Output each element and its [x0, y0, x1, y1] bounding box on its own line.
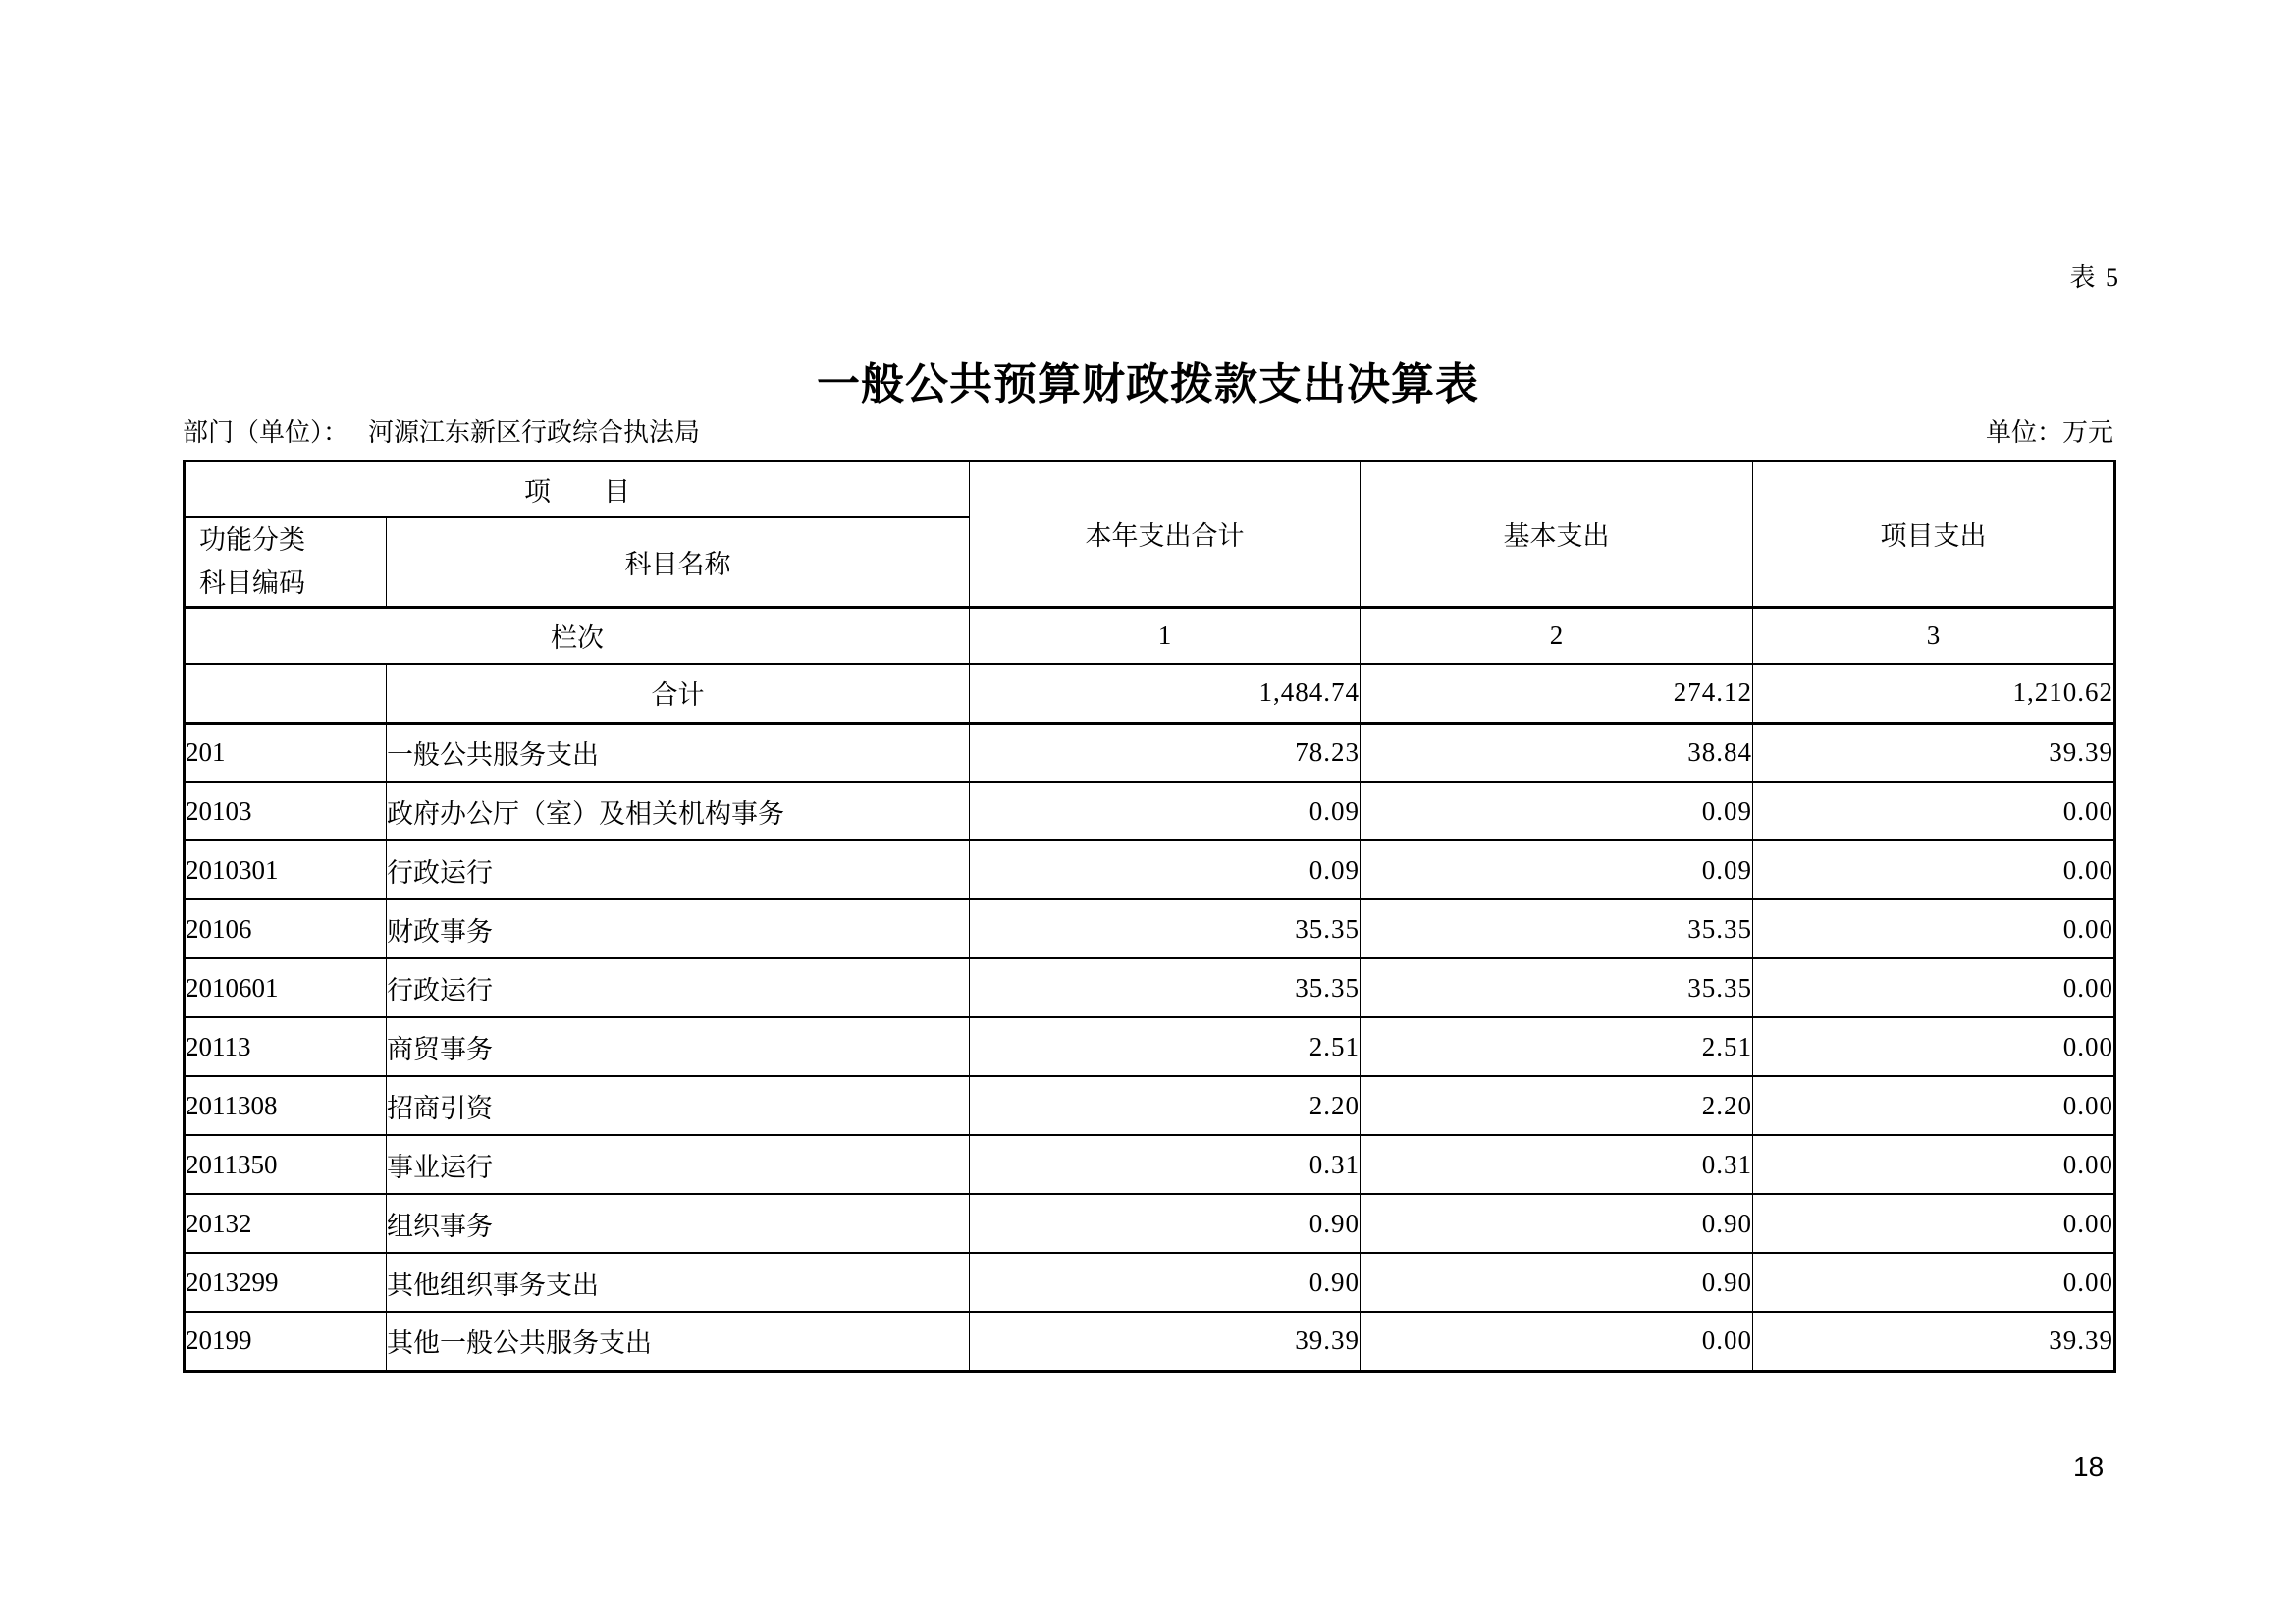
total-cell: 0.90 [970, 1253, 1361, 1312]
table-row [185, 899, 2115, 958]
total-cell: 78.23 [970, 723, 1361, 782]
header-row-lanci [185, 607, 2115, 664]
project-cell: 0.00 [1753, 1194, 2115, 1253]
code-cell: 20106 [185, 899, 387, 958]
header-project-group: 项 目 [185, 461, 970, 517]
column-number-3: 3 [1753, 607, 2115, 664]
header-code-line2: 科目编码 [199, 568, 305, 599]
code-cell: 2010601 [185, 958, 387, 1017]
code-cell: 20132 [185, 1194, 387, 1253]
basic-cell: 0.31 [1361, 1135, 1753, 1194]
page-title: 一般公共预算财政拨款支出决算表 [817, 360, 1479, 409]
total-cell: 35.35 [970, 899, 1361, 958]
project-cell: 0.00 [1753, 899, 2115, 958]
header-code-line1: 功能分类 [199, 524, 305, 555]
total-cell: 0.90 [970, 1194, 1361, 1253]
table-row-total [185, 664, 2115, 723]
project-cell: 0.00 [1753, 1076, 2115, 1135]
table-row [185, 1135, 2115, 1194]
header-code-label-lines [186, 518, 386, 606]
basic-cell: 35.35 [1361, 899, 1753, 958]
code-cell: 2011350 [185, 1135, 387, 1194]
total-cell: 39.39 [970, 1312, 1361, 1371]
basic-cell: 35.35 [1361, 958, 1753, 1017]
department-value: 河源江东新区行政综合执法局 [368, 418, 701, 447]
total-cell: 0.09 [970, 840, 1361, 899]
table-row [185, 1076, 2115, 1135]
name-cell: 财政事务 [387, 899, 970, 958]
total-cell: 2.20 [970, 1076, 1361, 1135]
header-code-label [185, 517, 387, 608]
project-cell: 0.00 [1753, 782, 2115, 840]
budget-expenditure-table [183, 460, 2116, 1373]
name-cell: 组织事务 [387, 1194, 970, 1253]
name-cell: 其他组织事务支出 [387, 1253, 970, 1312]
code-cell: 201 [185, 723, 387, 782]
project-cell: 39.39 [1753, 1312, 2115, 1371]
total-cell: 35.35 [970, 958, 1361, 1017]
header-col-project: 项目支出 [1753, 461, 2115, 608]
total-project-cell: 1,210.62 [1753, 664, 2115, 723]
project-cell: 39.39 [1753, 723, 2115, 782]
code-cell: 2010301 [185, 840, 387, 899]
total-cell: 2.51 [970, 1017, 1361, 1076]
header-col-total: 本年支出合计 [970, 461, 1361, 608]
basic-cell: 2.51 [1361, 1017, 1753, 1076]
project-cell: 0.00 [1753, 1135, 2115, 1194]
code-cell: 2013299 [185, 1253, 387, 1312]
basic-cell: 38.84 [1361, 723, 1753, 782]
basic-cell: 2.20 [1361, 1076, 1753, 1135]
total-code-cell [185, 664, 387, 723]
table-row [185, 723, 2115, 782]
name-cell: 政府办公厅（室）及相关机构事务 [387, 782, 970, 840]
table-row [185, 1194, 2115, 1253]
basic-cell: 0.90 [1361, 1253, 1753, 1312]
header-lanci: 栏次 [185, 607, 970, 664]
code-cell: 20103 [185, 782, 387, 840]
department-line [183, 412, 700, 449]
basic-cell: 0.09 [1361, 782, 1753, 840]
basic-cell: 0.90 [1361, 1194, 1753, 1253]
project-cell: 0.00 [1753, 1253, 2115, 1312]
table-row [185, 958, 2115, 1017]
code-cell: 2011308 [185, 1076, 387, 1135]
table-row [185, 1017, 2115, 1076]
unit-label: 单位：万元 [1985, 418, 2113, 447]
total-basic-cell: 274.12 [1361, 664, 1753, 723]
name-cell: 其他一般公共服务支出 [387, 1312, 970, 1371]
name-cell: 商贸事务 [387, 1017, 970, 1076]
project-cell: 0.00 [1753, 958, 2115, 1017]
code-cell: 20199 [185, 1312, 387, 1371]
total-cell: 0.31 [970, 1135, 1361, 1194]
basic-cell: 0.00 [1361, 1312, 1753, 1371]
project-cell: 0.00 [1753, 840, 2115, 899]
name-cell: 事业运行 [387, 1135, 970, 1194]
total-name-cell: 合计 [387, 664, 970, 723]
column-number-1: 1 [970, 607, 1361, 664]
basic-cell: 0.09 [1361, 840, 1753, 899]
department-label: 部门（单位）： [183, 418, 349, 447]
name-cell: 一般公共服务支出 [387, 723, 970, 782]
page-number: 18 [2073, 1451, 2105, 1482]
meta-row [183, 412, 2113, 449]
sheet-number-label: 表 5 [2069, 263, 2120, 292]
table-row [185, 782, 2115, 840]
name-cell: 招商引资 [387, 1076, 970, 1135]
total-cell: 0.09 [970, 782, 1361, 840]
header-col-basic: 基本支出 [1361, 461, 1753, 608]
table-row [185, 1253, 2115, 1312]
table-row [185, 1312, 2115, 1371]
column-number-2: 2 [1361, 607, 1753, 664]
code-cell: 20113 [185, 1017, 387, 1076]
name-cell: 行政运行 [387, 958, 970, 1017]
project-cell: 0.00 [1753, 1017, 2115, 1076]
name-cell: 行政运行 [387, 840, 970, 899]
total-amount-cell: 1,484.74 [970, 664, 1361, 723]
header-subject-name: 科目名称 [387, 517, 970, 608]
table-row [185, 840, 2115, 899]
header-row-project [185, 461, 2115, 517]
